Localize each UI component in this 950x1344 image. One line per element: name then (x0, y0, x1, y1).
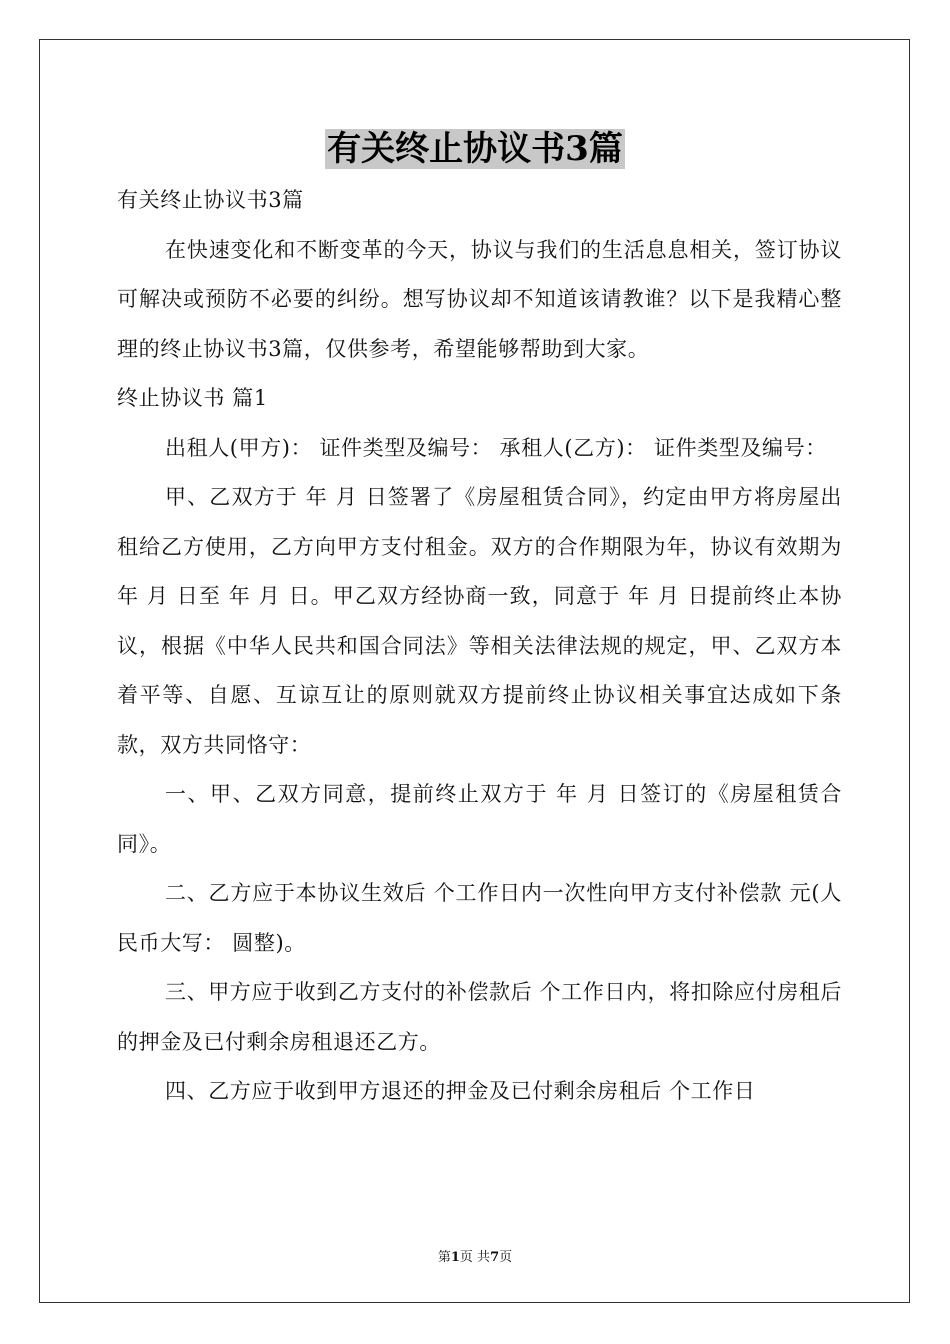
paragraph: 三、甲方应于收到乙方支付的补偿款后 个工作日内，将扣除应付房租后的押金及已付剩余房租退还乙方。 (117, 980, 842, 1054)
paragraph: 甲、乙双方于 年 月 日签署了《房屋租赁合同》，约定由甲方将房屋出租给乙方使用，乙方向甲方支付租金。双方的合作期限为年，协议有效期为 年 月 日至 年 月 日。甲乙双方经协商一致，同意于 年 月 日提前终止本协议，根据《中华人民共和国合同法》等相关法律法规的规定，甲、乙双方本着平等、自愿、互谅互让的原则就双方提前终止协议相关事宜达成如下条款，双方共同恪守： (117, 485, 842, 757)
document-title (0, 126, 950, 172)
footer-suffix: 页 (499, 1250, 513, 1265)
paragraph: 二、乙方应于本协议生效后 个工作日内一次性向甲方支付补偿款 元(人民币大写： 圆整)。 (117, 881, 842, 955)
footer-mid: 页 共 (459, 1250, 491, 1265)
page-footer (0, 1246, 950, 1265)
footer-page-total: 7 (490, 1250, 500, 1265)
paragraph: 四、乙方应于收到甲方退还的押金及已付剩余房租后 个工作日 (165, 1079, 756, 1103)
paragraph: 出租人(甲方)： 证件类型及编号： 承租人(乙方)： 证件类型及编号： (165, 435, 827, 460)
footer-page-current: 1 (450, 1250, 460, 1265)
paragraph: 终止协议书 篇1 (117, 386, 268, 410)
document-title-text: 有关终止协议书3篇 (327, 129, 623, 169)
footer-prefix: 第 (437, 1250, 451, 1265)
document-body (117, 176, 842, 1117)
paragraph: 在快速变化和不断变革的今天，协议与我们的生活息息相关，签订协议可解决或预防不必要的纠纷。想写协议却不知道该请教谁？以下是我精心整理的终止协议书3篇，仅供参考，希望能够帮助到大家。 (117, 237, 842, 361)
paragraph: 有关终止协议书3篇 (117, 188, 304, 212)
paragraph: 一、甲、乙双方同意，提前终止双方于 年 月 日签订的《房屋租赁合同》。 (117, 782, 842, 856)
